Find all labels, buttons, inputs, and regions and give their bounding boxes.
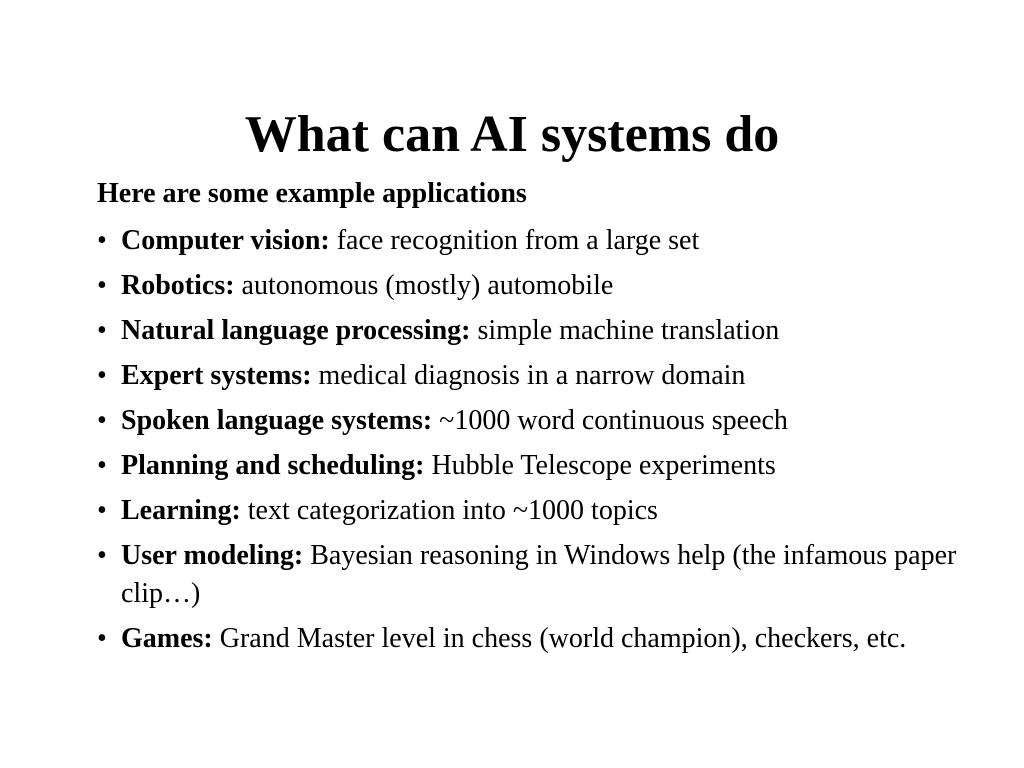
bullet-icon: • xyxy=(97,405,107,436)
application-list xyxy=(97,222,957,665)
bullet-icon: • xyxy=(97,495,107,526)
bullet-icon: • xyxy=(97,360,107,391)
item-desc: text categorization into ~1000 topics xyxy=(247,495,658,526)
item-term: Planning and scheduling: xyxy=(121,450,425,481)
bullet-icon: • xyxy=(97,315,107,346)
bullet-icon: • xyxy=(97,623,107,654)
list-item xyxy=(97,267,957,305)
list-item xyxy=(97,222,957,260)
bullet-icon: • xyxy=(97,450,107,481)
item-term: User modeling: xyxy=(121,540,304,571)
list-item xyxy=(97,357,957,395)
item-desc: Grand Master level in chess (world champion), checkers, etc. xyxy=(219,623,907,654)
slide-title: What can AI systems do xyxy=(244,106,780,163)
item-term: Spoken language systems: xyxy=(121,405,433,436)
list-item xyxy=(97,537,957,613)
item-term: Computer vision: xyxy=(121,225,330,256)
item-term: Natural language processing: xyxy=(121,315,471,346)
bullet-icon: • xyxy=(97,225,107,256)
item-desc: Hubble Telescope experiments xyxy=(431,450,776,481)
item-desc: ~1000 word continuous speech xyxy=(439,405,788,436)
item-desc: autonomous (mostly) automobile xyxy=(241,270,614,301)
bullet-icon: • xyxy=(97,540,107,571)
slide-intro: Here are some example applications xyxy=(97,178,527,209)
item-desc: simple machine translation xyxy=(477,315,780,346)
list-item xyxy=(97,312,957,350)
item-desc: face recognition from a large set xyxy=(336,225,700,256)
bullet-icon: • xyxy=(97,270,107,301)
item-desc: Bayesian reasoning in Windows help (the infamous paper clip…) xyxy=(121,540,957,609)
item-term: Expert systems: xyxy=(121,360,312,391)
item-term: Robotics: xyxy=(121,270,235,301)
item-term: Games: xyxy=(121,623,213,654)
list-item xyxy=(97,492,957,530)
list-item xyxy=(97,447,957,485)
item-term: Learning: xyxy=(121,495,241,526)
item-desc: medical diagnosis in a narrow domain xyxy=(318,360,746,391)
list-item xyxy=(97,402,957,440)
list-item xyxy=(97,620,957,658)
